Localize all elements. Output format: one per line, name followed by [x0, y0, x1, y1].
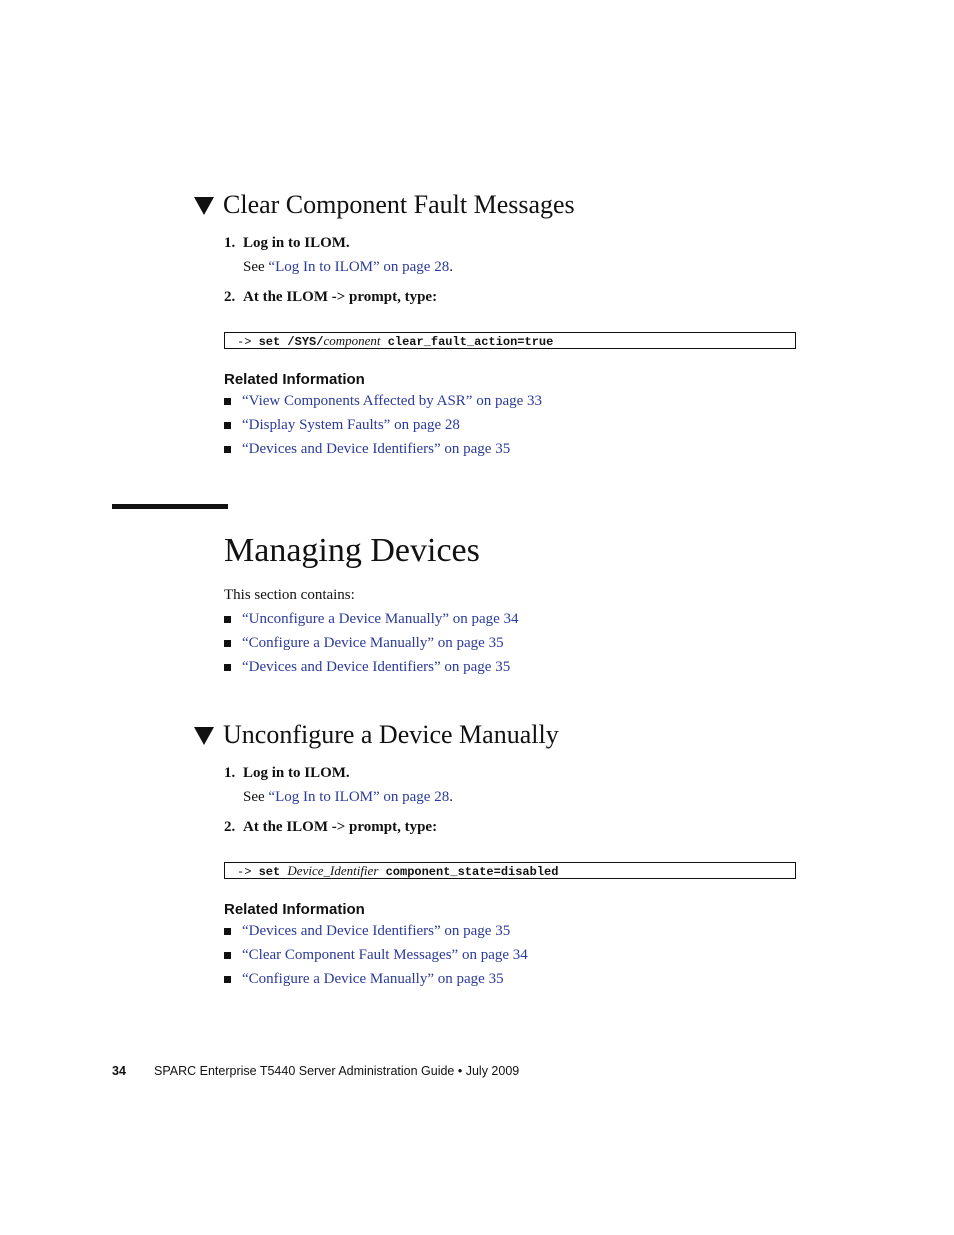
chapter-contents-list: [224, 610, 519, 682]
step-1-see: [243, 258, 453, 276]
square-bullet-icon: [224, 976, 231, 983]
related-link[interactable]: “Clear Component Fault Messages” on page 34: [242, 947, 528, 963]
square-bullet-icon: [224, 398, 231, 405]
square-bullet-icon: [224, 952, 231, 959]
code-prompt: ->: [237, 865, 252, 879]
code-variable: component: [323, 333, 381, 348]
step-number: 1.: [224, 235, 236, 251]
footer-doc-title: SPARC Enterprise T5440 Server Administration Guide: [154, 1064, 455, 1078]
section-title: Unconfigure a Device Manually: [223, 720, 559, 749]
list-item: [224, 922, 528, 946]
square-bullet-icon: [224, 446, 231, 453]
see-prefix: See: [243, 259, 269, 275]
code-variable: Device_Identifier: [287, 863, 379, 878]
code-block-unconfigure: [224, 862, 796, 879]
step-text: At the ILOM -> prompt, type:: [243, 819, 438, 835]
square-bullet-icon: [224, 422, 231, 429]
step-1: [224, 234, 350, 252]
chapter-intro: This section contains:: [224, 587, 355, 603]
link-log-in-to-ilom[interactable]: “Log In to ILOM” on page 28: [268, 259, 450, 275]
related-link[interactable]: “Configure a Device Manually” on page 35: [242, 971, 504, 987]
code-command: set: [258, 865, 281, 879]
step-number: 2.: [224, 289, 236, 305]
code-command: set: [258, 335, 281, 349]
step-number: 2.: [224, 819, 236, 835]
code-block-clear-fault: [224, 332, 796, 349]
code-path: /SYS/: [287, 335, 324, 349]
page-footer: [112, 1064, 519, 1079]
footer-date: July 2009: [465, 1064, 520, 1078]
page-number: 34: [112, 1064, 126, 1078]
see-prefix: See: [243, 789, 269, 805]
chapter-rule: [112, 504, 228, 509]
list-item: [224, 946, 528, 970]
step-1-see: [243, 788, 453, 806]
see-suffix: .: [449, 789, 453, 805]
related-link[interactable]: “Devices and Device Identifiers” on page 35: [242, 441, 511, 457]
triangle-down-icon: [194, 197, 214, 215]
section-heading-unconfigure: [194, 720, 559, 750]
list-item: [224, 634, 519, 658]
chapter-title: Managing Devices: [224, 532, 480, 569]
code-prompt: ->: [237, 335, 252, 349]
section-title: Clear Component Fault Messages: [223, 190, 575, 219]
list-item: [224, 970, 528, 994]
related-link[interactable]: “Display System Faults” on page 28: [242, 417, 460, 433]
list-item: [224, 658, 519, 682]
related-info-heading: Related Information: [224, 901, 365, 918]
section-heading-clear-faults: [194, 190, 575, 220]
code-args: clear_fault_action=true: [387, 335, 554, 349]
related-list: [224, 392, 542, 464]
step-text: Log in to ILOM.: [243, 765, 350, 781]
step-1: [224, 764, 350, 782]
contents-link[interactable]: “Unconfigure a Device Manually” on page 34: [242, 611, 519, 627]
contents-link[interactable]: “Devices and Device Identifiers” on page 35: [242, 659, 511, 675]
triangle-down-icon: [194, 727, 214, 745]
square-bullet-icon: [224, 640, 231, 647]
square-bullet-icon: [224, 664, 231, 671]
square-bullet-icon: [224, 928, 231, 935]
list-item: [224, 440, 542, 464]
footer-bullet: •: [457, 1064, 463, 1078]
square-bullet-icon: [224, 616, 231, 623]
contents-link[interactable]: “Configure a Device Manually” on page 35: [242, 635, 504, 651]
see-suffix: .: [449, 259, 453, 275]
list-item: [224, 610, 519, 634]
code-args: component_state=disabled: [385, 865, 559, 879]
related-link[interactable]: “View Components Affected by ASR” on page 33: [242, 393, 543, 409]
list-item: [224, 392, 542, 416]
link-log-in-to-ilom[interactable]: “Log In to ILOM” on page 28: [268, 789, 450, 805]
step-2: [224, 288, 437, 306]
related-link[interactable]: “Devices and Device Identifiers” on page 35: [242, 923, 511, 939]
related-list: [224, 922, 528, 994]
related-info-heading: Related Information: [224, 371, 365, 388]
step-text: At the ILOM -> prompt, type:: [243, 289, 438, 305]
step-number: 1.: [224, 765, 236, 781]
list-item: [224, 416, 542, 440]
step-2: [224, 818, 437, 836]
step-text: Log in to ILOM.: [243, 235, 350, 251]
